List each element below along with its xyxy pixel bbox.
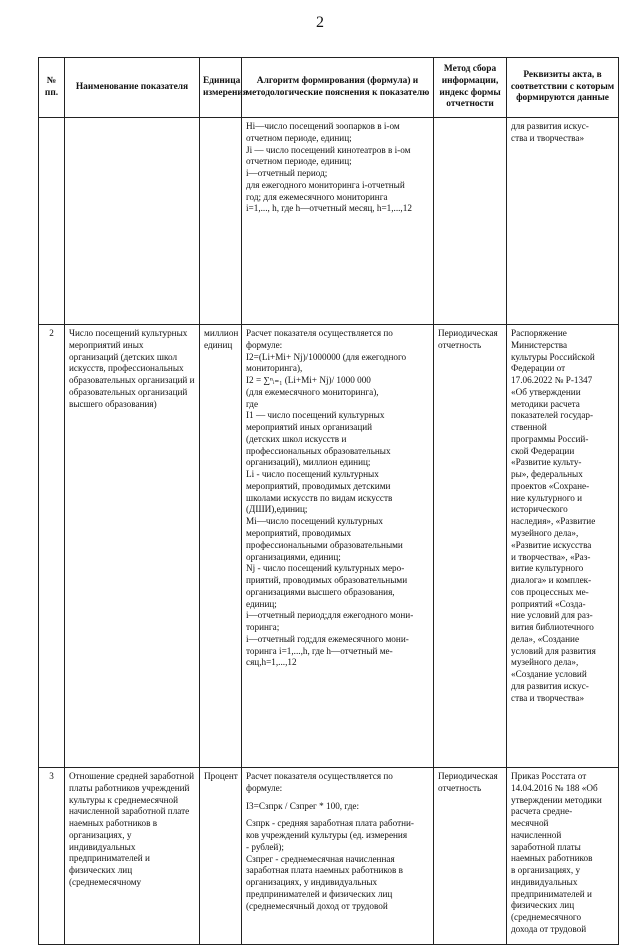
requisites-line: «Создание условий bbox=[511, 669, 587, 680]
algorithm-line: приятий, проводимых образовательными bbox=[246, 575, 408, 586]
algorithm-line: I1 — число посещений культурных bbox=[246, 410, 385, 421]
requisites-line: показателей государ- bbox=[511, 410, 594, 421]
algorithm-line: школами искусств по видам искусств bbox=[246, 492, 393, 503]
header-unit: Единица измерения bbox=[200, 58, 242, 118]
cell-algorithm bbox=[242, 118, 434, 325]
table-row bbox=[39, 118, 619, 325]
requisites-line: ственной bbox=[511, 422, 547, 433]
requisites-line: индивидуальных bbox=[511, 876, 578, 887]
requisites-line: дела», «Создание bbox=[511, 633, 580, 644]
algorithm-line: (для ежемесячного мониторинга), bbox=[246, 386, 379, 397]
algorithm-line: где bbox=[246, 398, 259, 409]
cell-unit: миллион единиц bbox=[200, 325, 242, 768]
requisites-line: программы Россий- bbox=[511, 433, 589, 444]
requisites-line: дохода от трудовой bbox=[511, 923, 587, 934]
requisites-line: музейного дела», bbox=[511, 657, 579, 668]
algorithm-line: организациями, единиц; bbox=[246, 551, 341, 562]
header-number: № пп. bbox=[39, 58, 65, 118]
requisites-line: сов процессных ме- bbox=[511, 586, 589, 597]
formula-line: I2 = ∑ⁿᵢ₌₁ (Li+Mi+ Nj)/ 1000 000 bbox=[246, 375, 371, 386]
requisites-line: «Развитие искусства bbox=[511, 539, 592, 550]
cell-number: 2 bbox=[39, 325, 65, 768]
requisites-line: роприятий «Созда- bbox=[511, 598, 586, 609]
requisites-line: физических лиц bbox=[511, 900, 575, 911]
algorithm-line: Ji — число посещений кинотеатров в i-ом bbox=[246, 144, 411, 155]
algorithm-line: мероприятий иных организаций bbox=[246, 422, 373, 433]
requisites-line: проектов «Сохране- bbox=[511, 480, 590, 491]
requisites-line: начисленной bbox=[511, 829, 562, 840]
requisites-line: 14.04.2016 № 188 «Об bbox=[511, 782, 598, 793]
requisites-line: условий для развития bbox=[511, 645, 596, 656]
algorithm-line: Hi—число посещений зоопарков в i-ом bbox=[246, 121, 400, 131]
requisites-line: наемных работников bbox=[511, 853, 593, 864]
requisites-line: 17.06.2022 № Р-1347 bbox=[511, 375, 593, 386]
algorithm-line: Cзпрег - среднемесячная начисленная bbox=[246, 853, 395, 864]
requisites-line: Министерства bbox=[511, 339, 568, 350]
algorithm-line: формуле: bbox=[246, 339, 283, 350]
algorithm-line: заработная плата наемных работников в bbox=[246, 865, 403, 876]
algorithm-line: торинга i=1,...,h, где h—отчетный ме- bbox=[246, 645, 393, 656]
algorithm-line: ков учреждений культуры (ед. измерения bbox=[246, 830, 408, 841]
cell-indicator-name bbox=[65, 118, 200, 325]
requisites-line: (среднемесячного bbox=[511, 912, 582, 923]
requisites-line: ской Федерации bbox=[511, 445, 575, 456]
cell-unit bbox=[200, 118, 242, 325]
requisites-line: месячной bbox=[511, 818, 549, 829]
algorithm-line: отчетном периоде, единиц; bbox=[246, 156, 352, 167]
cell-collection-method: Периодическая отчетность bbox=[434, 325, 507, 768]
cell-act-requisites bbox=[507, 768, 619, 945]
requisites-line: и творчества», «Раз- bbox=[511, 551, 591, 562]
algorithm-line: предпринимателей и физических лиц bbox=[246, 888, 393, 899]
algorithm-line: i—отчетный период; bbox=[246, 168, 328, 179]
algorithm-line: Mi—число посещений культурных bbox=[246, 516, 383, 527]
cell-indicator-name: Отношение средней заработной платы работников учреждений культуры к среднемесячной начисленной заработной плате наемных работников в организациях, у индивидуальных предпринимателей и физических лиц (среднемесячному bbox=[65, 768, 200, 945]
formula-line: I3=Cзпрк / Cзпрег * 100, где: bbox=[246, 800, 360, 811]
requisites-line: утверждении методики bbox=[511, 794, 602, 805]
algorithm-line: Nj - число посещений культурных меро- bbox=[246, 563, 405, 574]
algorithm-line: мероприятий, проводимых детскими bbox=[246, 480, 391, 491]
table-row bbox=[39, 325, 619, 768]
algorithm-line: единиц; bbox=[246, 598, 277, 609]
header-collection-method: Метод сбора информации, индекс формы отчетности bbox=[434, 58, 507, 118]
algorithm-line: организациями высшего образования, bbox=[246, 586, 395, 597]
requisites-line: Федерации от bbox=[511, 363, 566, 374]
cell-number: 3 bbox=[39, 768, 65, 945]
cell-collection-method: Периодическая отчетность bbox=[434, 768, 507, 945]
requisites-line: культуры Российской bbox=[511, 351, 595, 362]
requisites-line: ние культурного и bbox=[511, 492, 583, 503]
requisites-line: ства и творчества» bbox=[511, 692, 585, 703]
header-indicator-name: Наименование показателя bbox=[65, 58, 200, 118]
algorithm-line: (детских школ искусств и bbox=[246, 433, 347, 444]
requisites-line: ние условий для раз- bbox=[511, 610, 593, 621]
cell-number bbox=[39, 118, 65, 325]
algorithm-line: торинга; bbox=[246, 622, 280, 633]
algorithm-line: i—отчетный период;для ежегодного мони- bbox=[246, 610, 414, 621]
algorithm-line: (среднемесячный доход от трудовой bbox=[246, 900, 388, 911]
table-header-row bbox=[39, 58, 619, 118]
algorithm-line: сяц,h=1,...,12 bbox=[246, 657, 297, 668]
table-row bbox=[39, 768, 619, 945]
requisites-line: ства и творчества» bbox=[511, 132, 585, 143]
algorithm-line: i—отчетный год;для ежемесячного мони- bbox=[246, 633, 409, 644]
requisites-line: ры», федеральных bbox=[511, 469, 583, 480]
requisites-line: «Об утверждении bbox=[511, 386, 581, 397]
requisites-line: Приказ Росстата от bbox=[511, 771, 587, 781]
requisites-line: Распоряжение bbox=[511, 328, 567, 338]
cell-unit: Процент bbox=[200, 768, 242, 945]
requisites-line: для развития искус- bbox=[511, 680, 589, 691]
requisites-line: диалога» и комплек- bbox=[511, 575, 592, 586]
requisites-line: для развития искус- bbox=[511, 121, 589, 131]
requisites-line: «Развитие культу- bbox=[511, 457, 582, 468]
algorithm-line: мониторинга), bbox=[246, 363, 303, 374]
algorithm-line: Cзпрк - средняя заработная плата работни- bbox=[246, 818, 414, 829]
cell-act-requisites bbox=[507, 325, 619, 768]
algorithm-line: профессиональными образовательными bbox=[246, 539, 403, 550]
algorithm-line: профессиональных образовательных bbox=[246, 445, 391, 456]
algorithm-line: организаций), миллион единиц; bbox=[246, 457, 371, 468]
algorithm-line: Расчет показателя осуществляется по bbox=[246, 771, 393, 781]
algorithm-line: организациях, у индивидуальных bbox=[246, 877, 378, 888]
cell-indicator-name: Число посещений культурных мероприятий иных организаций (детских школ искусств, профессиональных образовательных организаций и образовательных организаций высшего образования) bbox=[65, 325, 200, 768]
requisites-line: расчета средне- bbox=[511, 806, 573, 817]
algorithm-line: Расчет показателя осуществляется по bbox=[246, 328, 393, 338]
algorithm-line: год; для ежемесячного мониторинга bbox=[246, 191, 388, 202]
algorithm-line: (ДШИ),единиц; bbox=[246, 504, 308, 515]
algorithm-line: I2=(Li+Mi+ Nj)/1000000 (для ежегодного bbox=[246, 351, 407, 362]
algorithm-line: отчетном периоде, единиц; bbox=[246, 132, 352, 143]
algorithm-line: мероприятий, проводимых bbox=[246, 528, 352, 539]
cell-act-requisites bbox=[507, 118, 619, 325]
page-number: 2 bbox=[316, 14, 324, 31]
algorithm-line: для ежегодного мониторинга i-отчетный bbox=[246, 179, 405, 190]
algorithm-line: Li - число посещений культурных bbox=[246, 469, 379, 480]
algorithm-line: - рублей); bbox=[246, 841, 284, 852]
requisites-line: музейного дела», bbox=[511, 528, 579, 539]
requisites-line: методики расчета bbox=[511, 398, 580, 409]
requisites-line: вития библиотечного bbox=[511, 622, 594, 633]
header-act-requisites: Реквизиты акта, в соответствии с которым формируются данные bbox=[507, 58, 619, 118]
requisites-line: в организациях, у bbox=[511, 865, 581, 876]
requisites-line: исторического bbox=[511, 504, 568, 515]
requisites-line: витие культурного bbox=[511, 563, 584, 574]
cell-algorithm bbox=[242, 325, 434, 768]
requisites-line: наследия», «Развитие bbox=[511, 516, 596, 527]
cell-algorithm bbox=[242, 768, 434, 945]
requisites-line: заработной платы bbox=[511, 841, 581, 852]
algorithm-line: формуле: bbox=[246, 782, 283, 793]
requisites-line: предпринимателей и bbox=[511, 888, 592, 899]
cell-collection-method bbox=[434, 118, 507, 325]
header-algorithm: Алгоритм формирования (формула) и методологические пояснения к показателю bbox=[242, 58, 434, 118]
indicators-table bbox=[38, 57, 619, 945]
algorithm-line: i=1,..., h, где h—отчетный месяц, h=1,...,12 bbox=[246, 203, 412, 214]
